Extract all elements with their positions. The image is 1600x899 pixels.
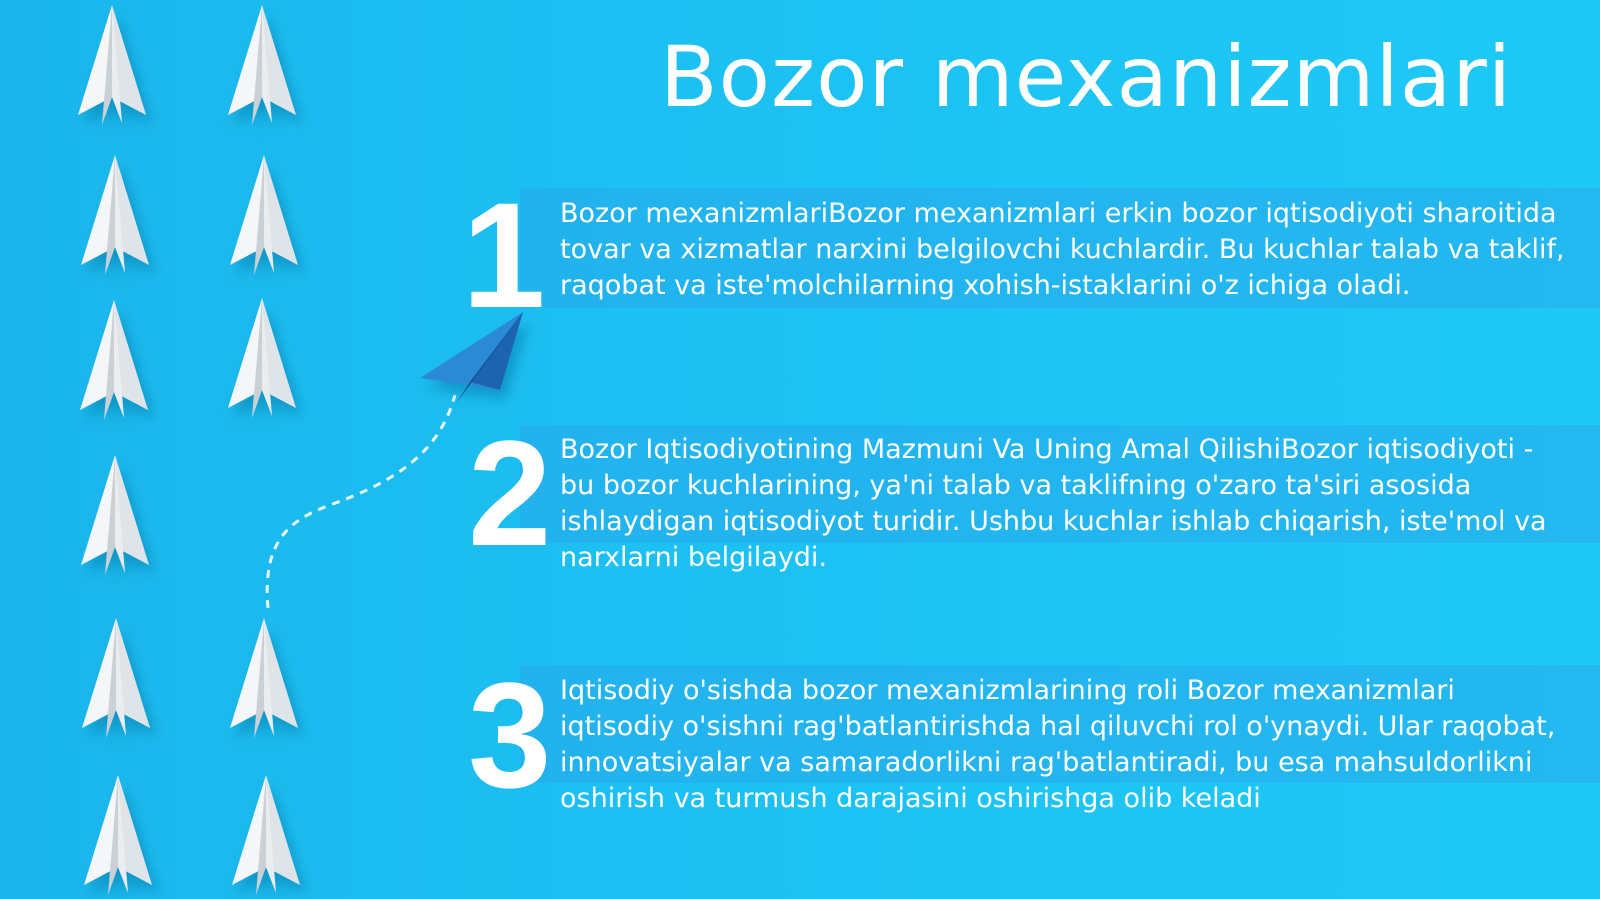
paper-plane-icon [230,618,298,738]
paper-plane-icon [84,775,152,895]
paper-plane-icon [81,455,149,575]
item-2-text: Bozor Iqtisodiyotining Mazmuni Va Uning Amal QilishiBozor iqtisodiyoti - bu bozor kuchlarining, ya'ni talab va taklifning o'zaro ta'siri asosida ishlaydigan iqtisodiyot turidir. Ushbu kuchlar ishlab chiqarish, iste'mol va narxlarni belgilaydi. [560,434,1547,573]
paper-plane-icon [81,155,149,275]
item-2-number: 2 [468,409,552,577]
item-3-text: Iqtisodiy o'sishda bozor mexanizmlarining roli Bozor mexanizmlari iqtisodiy o'sishni rag'batlantirishda hal qiluvchi rol o'ynaydi. Ular raqobat, innovatsiyalar va samaradorlikni rag'batlantiradi, bu esa mahsuldorlikni oshirish va turmush darajasini oshirishga olib keladi [560,675,1556,814]
item-1-number: 1 [462,171,546,339]
paper-plane-icon [232,775,300,895]
item-3-number: 3 [468,651,552,819]
slide-title: Bozor mexanizmlari [660,28,1513,126]
paper-plane-icon [82,618,150,738]
paper-plane-icon [228,298,296,418]
paper-plane-icon [230,155,298,275]
flight-path [267,395,455,608]
paper-plane-icon [78,5,146,125]
paper-plane-icon [80,300,148,420]
paper-plane-icon [228,5,296,125]
item-1-text: Bozor mexanizmlariBozor mexanizmlari erkin bozor iqtisodiyoti sharoitida tovar va xizmatlar narxini belgilovchi kuchlardir. Bu kuchlar talab va taklif, raqobat va iste'molchilarning xohish-istaklarini o'z ichiga oladi. [560,198,1565,301]
